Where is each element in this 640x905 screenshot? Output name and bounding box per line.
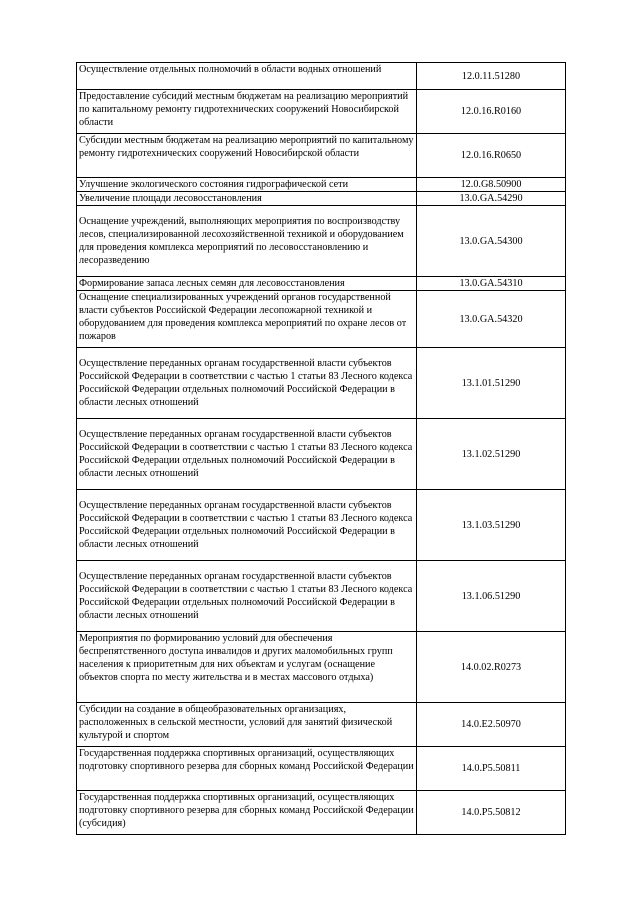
expense-code: 13.0.GA.54310 bbox=[459, 278, 523, 289]
table-row bbox=[77, 490, 566, 561]
expense-name-cell bbox=[77, 561, 417, 632]
expense-name: Осуществление отдельных полномочий в области водных отношений bbox=[79, 64, 382, 75]
expense-code: 13.0.GA.54300 bbox=[459, 235, 523, 247]
expense-code-cell bbox=[417, 419, 566, 490]
expense-code-cell bbox=[417, 90, 566, 134]
expense-name: Осуществление переданных органам государственной власти субъектов Российской Федерации в соответствии с частью 1 статьи 83 Лесного кодекса Российской Федерации отдельных полномочий Российской Федерации в области лесных отношений bbox=[79, 500, 413, 550]
table-row bbox=[77, 192, 566, 206]
expense-code: 13.1.02.51290 bbox=[461, 448, 521, 460]
expense-name: Субсидии на создание в общеобразовательных организациях, расположенных в сельской местности, условий для занятий физической культурой и спортом bbox=[79, 704, 393, 741]
expense-name-cell bbox=[77, 192, 417, 206]
expense-code: 14.0.02.R0273 bbox=[460, 661, 522, 673]
expense-name-cell bbox=[77, 178, 417, 192]
expense-code-cell bbox=[417, 63, 566, 90]
expense-name: Улучшение экологического состояния гидрографической сети bbox=[79, 179, 349, 190]
expense-name-cell bbox=[77, 206, 417, 277]
expense-name: Оснащение учреждений, выполняющих мероприятия по воспроизводству лесов, специализированной лесохозяйственной техникой и оборудованием для проведения комплекса мероприятий по лесовосстановлению и лесоразведению bbox=[79, 216, 404, 266]
expense-code: 14.0.E2.50970 bbox=[461, 719, 521, 730]
table-row bbox=[77, 348, 566, 419]
expense-code: 12.0.G8.50900 bbox=[460, 179, 522, 190]
expense-name: Мероприятия по формированию условий для обеспечения беспрепятственного доступа инвалидов и других маломобильных групп населения к приоритетным для них объектам и услугам (оснащение объектов спорта по месту жительства и в местах массового отдыха) bbox=[79, 633, 393, 683]
expense-name-cell bbox=[77, 747, 417, 791]
expense-code-cell bbox=[417, 291, 566, 348]
table-row bbox=[77, 632, 566, 703]
expense-code: 13.1.03.51290 bbox=[461, 519, 521, 531]
table-row bbox=[77, 291, 566, 348]
expense-code-cell bbox=[417, 490, 566, 561]
expense-code-cell bbox=[417, 348, 566, 419]
table-row bbox=[77, 90, 566, 134]
expense-code-cell bbox=[417, 192, 566, 206]
expense-code: 12.0.16.R0650 bbox=[460, 150, 522, 161]
expense-name: Увеличение площади лесовосстановления bbox=[79, 193, 262, 204]
expense-name: Формирование запаса лесных семян для лесовосстановления bbox=[79, 278, 345, 289]
expense-name-cell bbox=[77, 63, 417, 90]
expense-code: 13.0.GA.54290 bbox=[459, 193, 523, 204]
expense-code-cell bbox=[417, 134, 566, 178]
expense-code-cell bbox=[417, 277, 566, 291]
expense-name: Оснащение специализированных учреждений органов государственной власти субъектов Российской Федерации лесопожарной техникой и оборудованием для проведения комплекса мероприятий по охране лесов от пожаров bbox=[79, 292, 407, 342]
expense-name: Государственная поддержка спортивных организаций, осуществляющих подготовку спортивного резерва для сборных команд Российской Федерации (субсидия) bbox=[79, 792, 414, 829]
expense-code-cell bbox=[417, 703, 566, 747]
table-row bbox=[77, 178, 566, 192]
expense-name-cell bbox=[77, 348, 417, 419]
expense-code: 13.1.06.51290 bbox=[461, 590, 521, 602]
table-row bbox=[77, 747, 566, 791]
expense-name: Осуществление переданных органам государственной власти субъектов Российской Федерации в соответствии с частью 1 статьи 83 Лесного кодекса Российской Федерации отдельных полномочий Российской Федерации в области лесных отношений bbox=[79, 358, 413, 408]
expense-name-cell bbox=[77, 791, 417, 835]
table-row bbox=[77, 703, 566, 747]
expense-code: 12.0.11.51280 bbox=[461, 70, 521, 82]
table-row bbox=[77, 419, 566, 490]
expense-name: Осуществление переданных органам государственной власти субъектов Российской Федерации в соответствии с частью 1 статьи 83 Лесного кодекса Российской Федерации отдельных полномочий Российской Федерации в области лесных отношений bbox=[79, 429, 413, 479]
expense-code-cell bbox=[417, 561, 566, 632]
expense-name: Субсидии местным бюджетам на реализацию мероприятий по капитальному ремонту гидротехнических сооружений Новосибирской области bbox=[79, 135, 414, 159]
expense-name-cell bbox=[77, 490, 417, 561]
expense-name: Осуществление переданных органам государственной власти субъектов Российской Федерации в соответствии с частью 1 статьи 83 Лесного кодекса Российской Федерации отдельных полномочий Российской Федерации в области лесных отношений bbox=[79, 571, 413, 621]
table-row bbox=[77, 277, 566, 291]
budget-classification-table bbox=[76, 62, 566, 835]
expense-name: Государственная поддержка спортивных организаций, осуществляющих подготовку спортивного резерва для сборных команд Российской Федерации bbox=[79, 748, 414, 772]
expense-code-cell bbox=[417, 791, 566, 835]
table-row bbox=[77, 791, 566, 835]
table-row bbox=[77, 134, 566, 178]
expense-name: Предоставление субсидий местным бюджетам на реализацию мероприятий по капитальному ремонту гидротехнических сооружений Новосибирской области bbox=[79, 91, 409, 128]
expense-name-cell bbox=[77, 419, 417, 490]
expense-code-cell bbox=[417, 206, 566, 277]
expense-name-cell bbox=[77, 134, 417, 178]
expense-code-cell bbox=[417, 178, 566, 192]
expense-code: 13.1.01.51290 bbox=[461, 377, 521, 389]
expense-name-cell bbox=[77, 291, 417, 348]
expense-name-cell bbox=[77, 277, 417, 291]
expense-code-cell bbox=[417, 747, 566, 791]
expense-name-cell bbox=[77, 632, 417, 703]
table-row bbox=[77, 561, 566, 632]
expense-code: 12.0.16.R0160 bbox=[460, 106, 522, 117]
expense-code: 13.0.GA.54320 bbox=[459, 313, 523, 325]
expense-code: 14.0.P5.50812 bbox=[461, 807, 521, 818]
expense-name-cell bbox=[77, 90, 417, 134]
expense-name-cell bbox=[77, 703, 417, 747]
expense-code-cell bbox=[417, 632, 566, 703]
table-row bbox=[77, 63, 566, 90]
table-row bbox=[77, 206, 566, 277]
expense-code: 14.0.P5.50811 bbox=[461, 763, 521, 774]
